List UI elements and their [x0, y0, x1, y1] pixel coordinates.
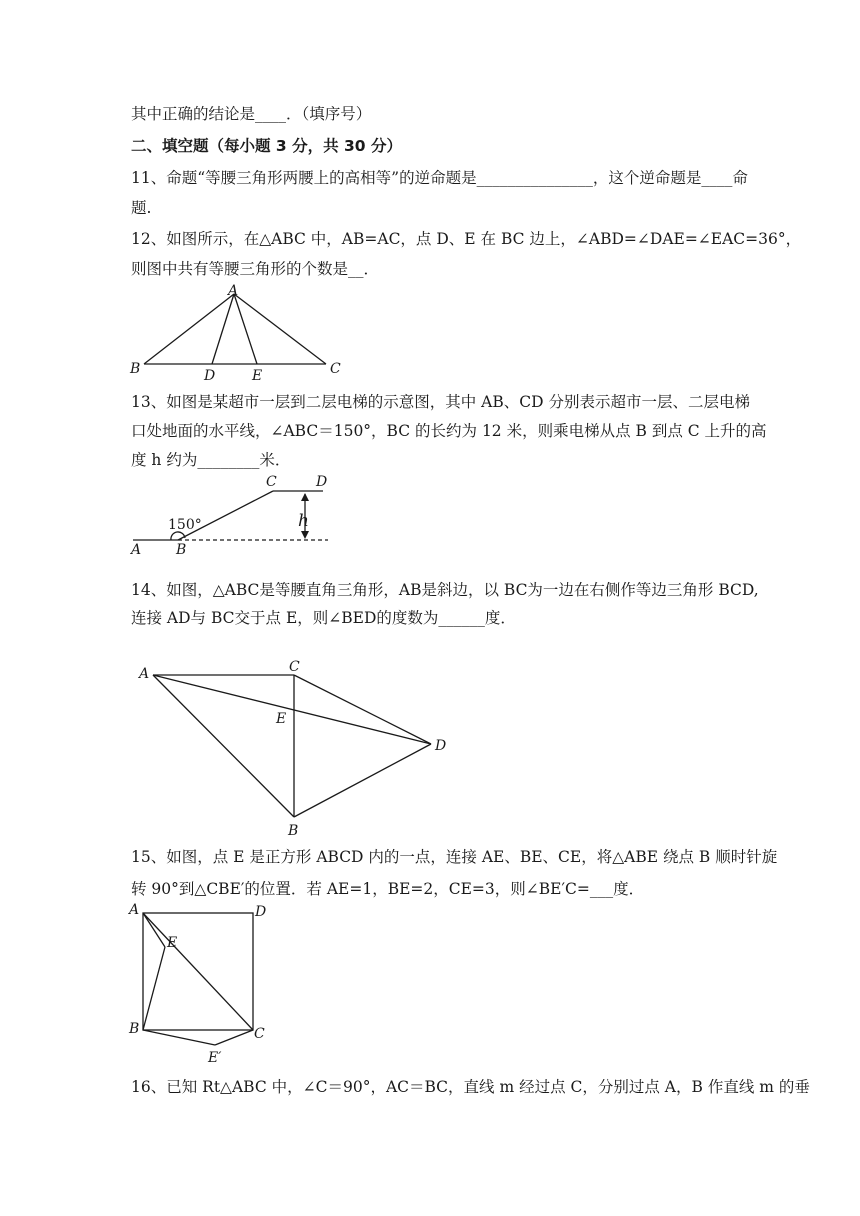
- q15-label-a: A: [129, 902, 140, 918]
- q14-segment-cd: [294, 675, 431, 744]
- q15-diagonal-ac: [143, 913, 253, 1030]
- q15-label-e: E: [167, 935, 178, 951]
- q13-label-d: D: [316, 474, 328, 490]
- q14-line2: 连接 AD与 BC交于点 E，则∠BED的度数为______度．: [131, 609, 516, 627]
- section-heading: 二、填空题（每小题 3 分，共 30 分）: [131, 137, 402, 155]
- q15-figure: [124, 900, 274, 1070]
- q14-segment-bd: [294, 744, 431, 817]
- q12-label-b: B: [130, 361, 141, 377]
- intro-line: 其中正确的结论是____．（填序号）: [131, 105, 372, 123]
- q12-figure: [120, 280, 360, 385]
- q14-segment-ad: [153, 675, 431, 744]
- q15-segment-be: [143, 947, 165, 1030]
- q13-label-c: C: [266, 474, 277, 490]
- q14-figure: [134, 652, 464, 842]
- q13-figure: [128, 472, 358, 557]
- q16-line1: 16、已知 Rt△ABC 中，∠C＝90°，AC＝BC，直线 m 经过点 C，分别过点 A，B 作直线 m 的垂: [131, 1078, 810, 1096]
- q13-label-angle: 150°: [168, 517, 202, 533]
- q11-line1: 11、命题“等腰三角形两腰上的高相等”的逆命题是_______________，这个逆命题是____命: [131, 169, 748, 187]
- q14-label-c: C: [289, 659, 300, 675]
- q13-line3: 度 h 约为________米．: [131, 451, 291, 469]
- q13-arrow-down: [301, 531, 309, 539]
- q15-label-e-prime: E′: [208, 1050, 222, 1066]
- q12-line1: 12、如图所示，在△ABC 中，AB=AC，点 D、E 在 BC 边上，∠ABD=∠DAE=∠EAC=36°，: [131, 230, 802, 248]
- q12-line2: 则图中共有等腰三角形的个数是__．: [131, 260, 380, 278]
- q12-segment-ad: [212, 294, 234, 364]
- q15-label-d: D: [255, 904, 267, 920]
- q14-segment-ab: [153, 675, 294, 817]
- q15-segment-be2: [143, 1030, 215, 1045]
- q13-angle-arc: [171, 532, 185, 540]
- q13-line1: 13、如图是某超市一层到二层电梯的示意图，其中 AB、CD 分别表示超市一层、二层电梯: [131, 393, 750, 411]
- q12-segment-ac: [234, 294, 326, 364]
- q11-line2: 题.: [131, 199, 152, 217]
- q13-label-b: B: [176, 542, 187, 558]
- q13-line2: 口处地面的水平线，∠ABC＝150°，BC 的长约为 12 米，则乘电梯从点 B 到点 C 上升的高: [131, 422, 767, 440]
- q14-label-a: A: [139, 666, 150, 682]
- q14-label-b: B: [288, 823, 299, 839]
- q13-arrow-up: [301, 493, 309, 501]
- q14-label-d: D: [435, 738, 447, 754]
- q13-label-h: h: [298, 511, 309, 531]
- q12-label-a: A: [228, 283, 239, 299]
- q12-label-e: E: [252, 368, 263, 384]
- q15-label-c: C: [254, 1026, 265, 1042]
- q14-line1: 14、如图，△ABC是等腰直角三角形，AB是斜边，以 BC为一边在右侧作等边三角形 BCD,: [131, 581, 759, 599]
- q13-label-a: A: [131, 542, 142, 558]
- q15-line1: 15、如图，点 E 是正方形 ABCD 内的一点，连接 AE、BE、CE，将△ABE 绕点 B 顺时针旋: [131, 848, 778, 866]
- q12-segment-ae: [234, 294, 257, 364]
- q12-label-d: D: [204, 368, 216, 384]
- q15-label-b: B: [129, 1021, 140, 1037]
- q15-line2: 转 90°到△CBE′的位置．若 AE=1，BE=2，CE=3，则∠BE′C=___度．: [131, 880, 645, 898]
- q14-label-e: E: [276, 711, 287, 727]
- q15-segment-ae: [143, 913, 165, 947]
- q15-segment-e2c: [215, 1030, 253, 1045]
- q12-segment-ab: [144, 294, 234, 364]
- q12-label-c: C: [330, 361, 341, 377]
